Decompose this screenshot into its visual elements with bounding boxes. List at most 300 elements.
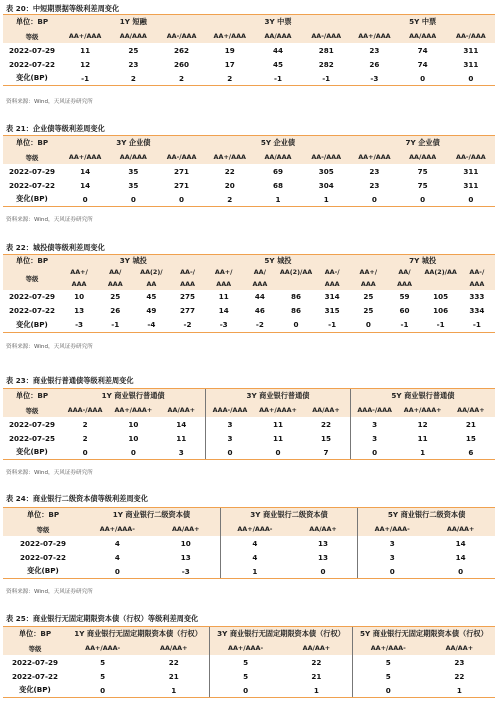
table-header-row (3, 15, 495, 30)
table-24-block (0, 490, 500, 600)
table-subheader-row (3, 278, 495, 290)
table-cell: 4 (220, 550, 289, 564)
table-subheader-row (3, 403, 495, 417)
table-cell: 2 (61, 417, 109, 431)
group-header: 3Y 中票 (206, 15, 351, 30)
sub-header: AAA-/AAA (206, 403, 254, 417)
table-cell: 15 (302, 431, 350, 445)
table-cell: 0 (289, 564, 358, 579)
table-cell: -3 (350, 71, 398, 86)
table-cell: -3 (206, 318, 242, 333)
table-cell: 11 (254, 417, 302, 431)
table-cell: 23 (109, 57, 157, 71)
table-cell: 44 (242, 290, 278, 304)
table-cell: 0 (350, 192, 398, 207)
sub-header: AA+/AAA (61, 150, 109, 164)
table-cell: 35 (109, 164, 157, 178)
sub-header: AAA (242, 278, 278, 290)
table-cell: -1 (61, 71, 109, 86)
sub-header: AAA (386, 278, 422, 290)
table-row (3, 290, 495, 304)
group-header: 3Y 商业银行二级资本债 (220, 508, 357, 523)
row-label: 2022-07-25 (3, 431, 61, 445)
group-header: 3Y 商业银行普通债 (206, 389, 351, 404)
sub-header: AAA-/AAA (61, 403, 109, 417)
table-cell: 4 (83, 536, 152, 550)
sub-header: AA/AAA (399, 150, 447, 164)
table-cell: 1 (220, 564, 289, 579)
sub-header: AA/AAA (109, 29, 157, 43)
row-label: 2022-07-22 (3, 669, 67, 683)
table-cell: 44 (254, 43, 302, 57)
table-cell: 46 (242, 304, 278, 318)
grade-label: 等级 (3, 403, 61, 417)
unit-label: 单位：BP (3, 627, 67, 642)
group-header: 7Y 企业债 (350, 136, 495, 151)
table-title: 表 25：商业银行无固定期限资本债（行权）等级利差周变化 (6, 614, 199, 623)
table-cell: 2 (109, 71, 157, 86)
table-cell: 2 (61, 431, 109, 445)
unit-label: 单位：BP (3, 136, 61, 151)
sub-header: AA+/AAA+ (109, 403, 157, 417)
table-cell: 12 (399, 417, 447, 431)
sub-header: AA+/AAA (206, 29, 254, 43)
sub-header: AA/AA+ (157, 403, 205, 417)
sub-header: AA+/AAA- (83, 522, 152, 536)
table-row (3, 164, 495, 178)
table-cell: 7 (302, 445, 350, 460)
sub-header (278, 278, 314, 290)
table-25-block (0, 610, 500, 712)
table-cell: 311 (447, 178, 495, 192)
sub-header: AAA (459, 278, 495, 290)
table-row (3, 536, 495, 550)
table-row (3, 178, 495, 192)
table-cell: -2 (169, 318, 205, 333)
table-cell: 271 (157, 164, 205, 178)
table-cell: 10 (152, 536, 221, 550)
row-label: 2022-07-29 (3, 43, 61, 57)
table-row (3, 431, 495, 445)
sub-header: AA+/AAA+ (399, 403, 447, 417)
sub-header: AA+/AAA- (67, 641, 138, 655)
table-cell: 21 (138, 669, 209, 683)
table-cell: 74 (399, 57, 447, 71)
table-cell: 305 (302, 164, 350, 178)
table-row (3, 192, 495, 207)
table-cell: 2 (157, 71, 205, 86)
table-subheader-row (3, 267, 495, 279)
sub-header: AA-/AAA (447, 29, 495, 43)
table-cell: 0 (254, 445, 302, 460)
table-cell: 271 (157, 178, 205, 192)
table-cell: 60 (386, 304, 422, 318)
sub-header: AA-/ (169, 267, 205, 279)
table-cell: 0 (350, 318, 386, 333)
sub-header: AA/AAA (109, 150, 157, 164)
table-cell: 19 (206, 43, 254, 57)
table-cell: 3 (157, 445, 205, 460)
table-cell: 26 (350, 57, 398, 71)
table-title: 表 23：商业银行普通债等级利差周变化 (6, 376, 134, 385)
table-cell: 11 (399, 431, 447, 445)
source-note: 资料来源：Wind，天风证券研究所 (6, 99, 93, 105)
sub-header: AA/ (242, 267, 278, 279)
table-21 (3, 135, 495, 207)
sub-header: AA/AAA (399, 29, 447, 43)
table-cell: 14 (206, 304, 242, 318)
table-cell: 4 (83, 550, 152, 564)
table-cell: 86 (278, 290, 314, 304)
table-cell: 0 (358, 564, 427, 579)
table-cell: 45 (133, 290, 169, 304)
table-cell: 334 (459, 304, 495, 318)
table-cell: 1 (281, 683, 352, 698)
table-cell: 106 (423, 304, 459, 318)
table-cell: 22 (424, 669, 495, 683)
table-cell: 0 (61, 445, 109, 460)
table-cell: 0 (206, 445, 254, 460)
table-cell: 260 (157, 57, 205, 71)
table-cell: 3 (350, 417, 398, 431)
row-label: 2022-07-22 (3, 304, 61, 318)
table-header-row (3, 136, 495, 151)
table-cell: 13 (152, 550, 221, 564)
table-cell: 333 (459, 290, 495, 304)
table-cell: 59 (386, 290, 422, 304)
sub-header: AA+/AAA (350, 150, 398, 164)
table-cell: 0 (447, 71, 495, 86)
row-label: 变化(BP) (3, 445, 61, 460)
table-cell: 15 (447, 431, 495, 445)
sub-header: AA (133, 278, 169, 290)
table-cell: 23 (350, 43, 398, 57)
table-cell: -1 (254, 71, 302, 86)
row-label: 2022-07-29 (3, 290, 61, 304)
row-label: 变化(BP) (3, 71, 61, 86)
table-25 (3, 626, 495, 698)
table-cell: 75 (399, 178, 447, 192)
table-cell: 25 (97, 290, 133, 304)
table-row (3, 57, 495, 71)
table-20-block (0, 0, 500, 110)
table-row (3, 318, 495, 333)
table-row (3, 564, 495, 579)
row-label: 变化(BP) (3, 564, 83, 579)
sub-header: AA(2)/AA (279, 268, 313, 277)
table-cell: 74 (399, 43, 447, 57)
table-cell: 12 (61, 57, 109, 71)
sub-header: AAA (314, 278, 350, 290)
table-cell: 311 (447, 57, 495, 71)
sub-header: AA-/ (314, 267, 350, 279)
sub-header: AA/AAA (254, 150, 302, 164)
table-cell: 45 (254, 57, 302, 71)
table-cell: -1 (423, 318, 459, 333)
table-subheader-row (3, 150, 495, 164)
table-cell: 311 (447, 43, 495, 57)
table-cell: 282 (302, 57, 350, 71)
grade-label: 等级 (3, 29, 61, 43)
table-cell: 0 (278, 318, 314, 333)
table-cell: 315 (314, 304, 350, 318)
table-cell: 14 (157, 417, 205, 431)
sub-header: AA+/AAA- (220, 522, 289, 536)
sub-header: AA-/AAA (302, 150, 350, 164)
table-cell: 11 (157, 431, 205, 445)
table-cell: 14 (426, 536, 495, 550)
table-row (3, 417, 495, 431)
sub-header: AA+/ (61, 267, 97, 279)
group-header: 5Y 商业银行二级资本债 (358, 508, 495, 523)
row-label: 2022-07-29 (3, 417, 61, 431)
table-row (3, 304, 495, 318)
unit-label: 单位：BP (3, 255, 61, 267)
table-cell: 0 (109, 192, 157, 207)
table-21-block (0, 120, 500, 230)
table-cell: 10 (109, 417, 157, 431)
table-cell: -1 (386, 318, 422, 333)
table-cell: 0 (67, 683, 138, 698)
table-header-row (3, 508, 495, 523)
group-header: 1Y 商业银行无固定期限资本债（行权） (67, 627, 210, 642)
group-header: 3Y 商业银行无固定期限资本债（行权） (210, 627, 353, 642)
sub-header: AA+/AAA (61, 29, 109, 43)
sub-header (423, 278, 459, 290)
table-cell: 25 (350, 304, 386, 318)
table-cell: 0 (447, 192, 495, 207)
table-row (3, 655, 495, 669)
sub-header: AA/AA+ (281, 641, 352, 655)
group-header: 5Y 城投 (206, 255, 351, 267)
row-label: 2022-07-29 (3, 164, 61, 178)
table-cell: -1 (314, 318, 350, 333)
table-title: 表 24：商业银行二级资本债等级利差周变化 (6, 494, 148, 503)
source-note: 资料来源：Wind，天风证券研究所 (6, 470, 93, 476)
grade-label: 等级 (3, 150, 61, 164)
table-cell: 5 (67, 669, 138, 683)
table-cell: 0 (399, 71, 447, 86)
table-cell: 314 (314, 290, 350, 304)
table-24 (3, 507, 495, 579)
table-cell: 22 (138, 655, 209, 669)
table-cell: 14 (61, 164, 109, 178)
table-cell: 75 (399, 164, 447, 178)
sub-header: AA/AA+ (424, 641, 495, 655)
sub-header: AA-/AAA (447, 150, 495, 164)
group-header: 3Y 城投 (61, 255, 206, 267)
sub-header: AA-/AAA (302, 29, 350, 43)
sub-header: AA+/AAA (350, 29, 398, 43)
sub-header: AA+/AAA+ (254, 403, 302, 417)
table-cell: -4 (133, 318, 169, 333)
table-cell: 17 (206, 57, 254, 71)
sub-header: AAA (206, 278, 242, 290)
group-header: 1Y 商业银行二级资本债 (83, 508, 220, 523)
table-cell: 86 (278, 304, 314, 318)
sub-header: AA+/ (350, 267, 386, 279)
sub-header: AA/AA+ (447, 403, 495, 417)
sub-header: AA(2)/ (133, 267, 169, 279)
row-label: 2022-07-22 (3, 178, 61, 192)
table-row (3, 683, 495, 698)
table-cell: 105 (423, 290, 459, 304)
sub-header: AA/ (386, 267, 422, 279)
table-cell: 0 (83, 564, 152, 579)
table-cell: 23 (424, 655, 495, 669)
table-cell: 5 (210, 669, 281, 683)
table-cell: 11 (206, 290, 242, 304)
row-label: 2022-07-29 (3, 655, 67, 669)
group-header: 5Y 中票 (350, 15, 495, 30)
group-header: 1Y 商业银行普通债 (61, 389, 206, 404)
table-cell: 3 (358, 536, 427, 550)
source-note: 资料来源：Wind，天风证券研究所 (6, 217, 93, 223)
table-cell: 26 (97, 304, 133, 318)
table-cell: 277 (169, 304, 205, 318)
table-cell: 0 (399, 192, 447, 207)
table-cell: 1 (254, 192, 302, 207)
group-header: 1Y 短融 (61, 15, 206, 30)
sub-header: AA/ (97, 267, 133, 279)
table-cell: 0 (210, 683, 281, 698)
table-cell: 20 (206, 178, 254, 192)
table-cell: 21 (281, 669, 352, 683)
table-cell: 1 (302, 192, 350, 207)
row-label: 2022-07-29 (3, 536, 83, 550)
table-cell: 5 (210, 655, 281, 669)
table-cell: 68 (254, 178, 302, 192)
table-cell: 14 (61, 178, 109, 192)
table-cell: 281 (302, 43, 350, 57)
table-cell: 5 (352, 655, 423, 669)
table-title: 表 22：城投债等级利差周变化 (6, 243, 105, 252)
group-header: 5Y 商业银行无固定期限资本债（行权） (352, 627, 495, 642)
table-cell: -1 (97, 318, 133, 333)
sub-header: AA-/AAA (157, 150, 205, 164)
table-header-row (3, 255, 495, 267)
table-cell: 10 (109, 431, 157, 445)
sub-header: AAA (169, 278, 205, 290)
table-cell: 22 (302, 417, 350, 431)
table-cell: 0 (109, 445, 157, 460)
table-20 (3, 14, 495, 86)
table-header-row (3, 627, 495, 642)
group-header: 3Y 企业债 (61, 136, 206, 151)
table-cell: 3 (358, 550, 427, 564)
table-cell: 4 (220, 536, 289, 550)
table-cell: 23 (350, 164, 398, 178)
table-cell: 35 (109, 178, 157, 192)
table-cell: 11 (61, 43, 109, 57)
table-cell: 13 (289, 536, 358, 550)
source-note: 资料来源：Wind，天风证券研究所 (6, 589, 93, 595)
row-label: 变化(BP) (3, 192, 61, 207)
table-row (3, 71, 495, 86)
table-cell: 1 (399, 445, 447, 460)
table-cell: 275 (169, 290, 205, 304)
table-cell: 10 (61, 290, 97, 304)
table-cell: 311 (447, 164, 495, 178)
table-cell: 25 (350, 290, 386, 304)
table-23 (3, 388, 495, 460)
sub-header: AA/AA+ (289, 522, 358, 536)
table-cell: 21 (447, 417, 495, 431)
sub-header: AA/AA+ (138, 641, 209, 655)
table-23-block (0, 372, 500, 482)
row-label: 变化(BP) (3, 683, 67, 698)
row-label: 变化(BP) (3, 318, 61, 333)
sub-header: AA/AA+ (426, 522, 495, 536)
table-cell: -1 (459, 318, 495, 333)
table-cell: -3 (61, 318, 97, 333)
table-cell: 2 (206, 71, 254, 86)
table-header-row (3, 389, 495, 404)
table-title: 表 20：中短期票据等级利差周变化 (6, 4, 120, 13)
sub-header: AAA (61, 278, 97, 290)
sub-header: AA+/ (206, 267, 242, 279)
sub-header: AA(2)/AA (424, 268, 457, 277)
unit-label: 单位：BP (3, 15, 61, 30)
table-cell: 2 (206, 192, 254, 207)
table-cell: 304 (302, 178, 350, 192)
table-cell: 0 (61, 192, 109, 207)
table-row (3, 43, 495, 57)
table-row (3, 669, 495, 683)
grade-label: 等级 (3, 641, 67, 655)
group-header: 5Y 企业债 (206, 136, 351, 151)
row-label: 2022-07-22 (3, 57, 61, 71)
sub-header: AAA (350, 278, 386, 290)
table-cell: 11 (254, 431, 302, 445)
table-cell: 0 (157, 192, 205, 207)
table-subheader-row (3, 522, 495, 536)
table-cell: 23 (350, 178, 398, 192)
table-22-block (0, 239, 500, 369)
table-cell: 25 (109, 43, 157, 57)
unit-label: 单位：BP (3, 389, 61, 404)
sub-header: AA+/AAA- (352, 641, 423, 655)
table-cell: 0 (352, 683, 423, 698)
sub-header: AA/AAA (254, 29, 302, 43)
table-cell: 13 (289, 550, 358, 564)
table-subheader-row (3, 641, 495, 655)
table-cell: 22 (281, 655, 352, 669)
group-header: 5Y 商业银行普通债 (350, 389, 495, 404)
table-22 (3, 254, 495, 333)
table-cell: 3 (350, 431, 398, 445)
table-row (3, 445, 495, 460)
sub-header: AA/AA+ (152, 522, 221, 536)
group-header: 7Y 城投 (350, 255, 495, 267)
table-cell: 6 (447, 445, 495, 460)
unit-label: 单位：BP (3, 508, 83, 523)
table-cell: 3 (206, 431, 254, 445)
table-cell: 13 (61, 304, 97, 318)
sub-header: AA+/AAA- (210, 641, 281, 655)
sub-header: AAA (97, 278, 133, 290)
table-cell: 0 (426, 564, 495, 579)
table-cell: 22 (206, 164, 254, 178)
table-cell: -2 (242, 318, 278, 333)
table-cell: 262 (157, 43, 205, 57)
table-title: 表 21：企业债等级利差周变化 (6, 124, 105, 133)
grade-label: 等级 (3, 522, 83, 536)
table-cell: 5 (67, 655, 138, 669)
table-cell: -1 (302, 71, 350, 86)
sub-header: AA+/AAA (206, 150, 254, 164)
table-cell: 3 (206, 417, 254, 431)
